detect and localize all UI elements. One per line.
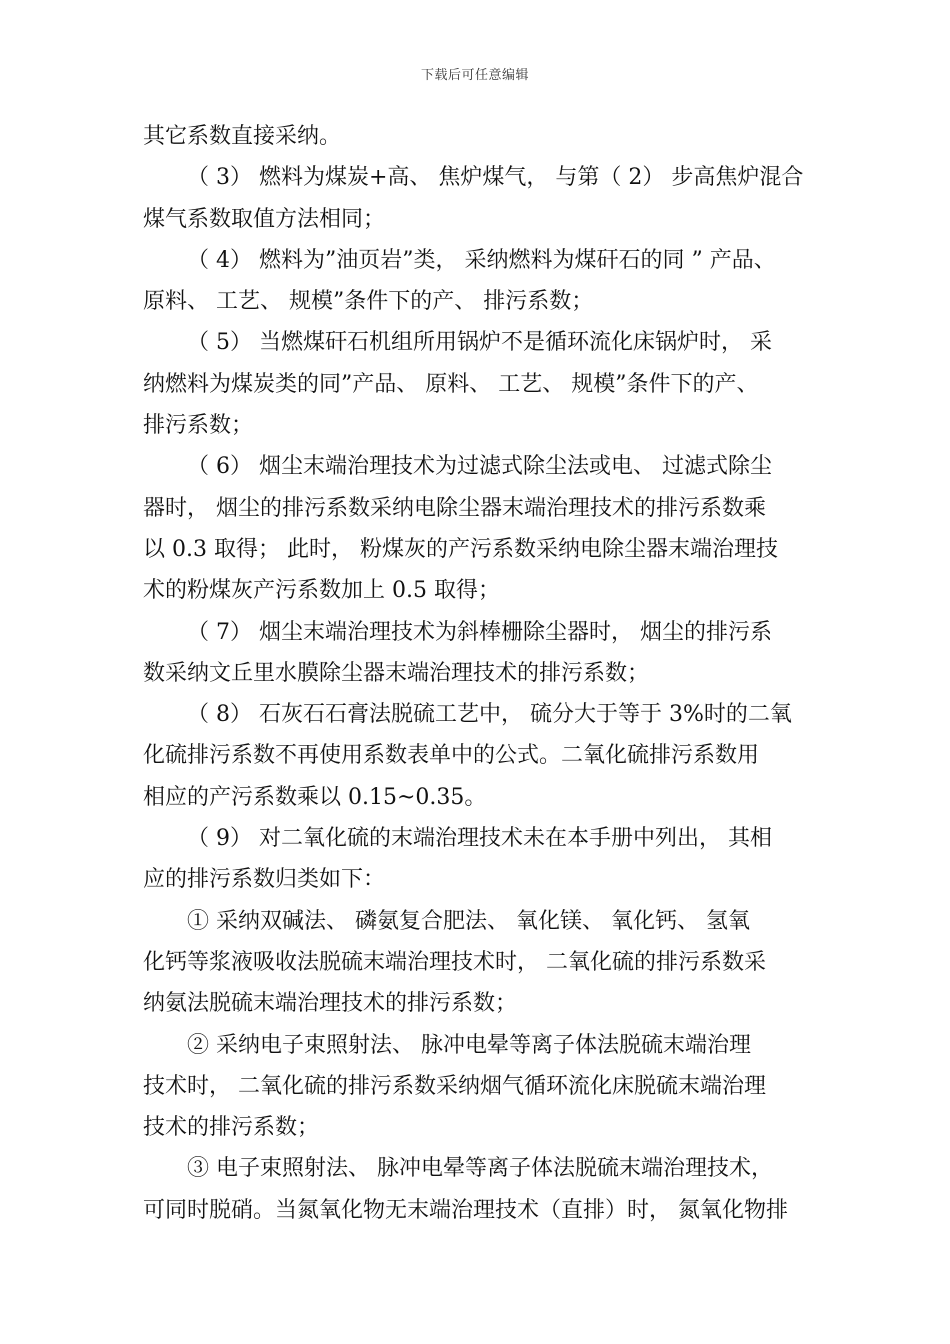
text-line: 纳氨法脱硫末端治理技术的排污系数；	[143, 991, 518, 1017]
text-line: 以 0.3 取得； 此时， 粉煤灰的产污系数采纳电除尘器末端治理技	[143, 536, 778, 562]
text-line: （ 3） 燃料为煤炭+高、 焦炉煤气， 与第（ 2） 步高焦炉混合	[187, 165, 804, 191]
text-line: 技术时， 二氧化硫的排污系数采纳烟气循环流化床脱硫末端治理	[143, 1073, 766, 1099]
text-line: ① 采纳双碱法、 磷氨复合肥法、 氧化镁、 氧化钙、 氢氧	[187, 908, 750, 934]
text-line: 器时， 烟尘的排污系数采纳电除尘器末端治理技术的排污系数乘	[143, 495, 766, 521]
page-header: 下载后可任意编辑	[420, 68, 529, 83]
text-line: ③ 电子束照射法、 脉冲电晕等离子体法脱硫末端治理技术，	[187, 1156, 773, 1182]
text-line: 煤气系数取值方法相同；	[143, 206, 386, 232]
text-line: 纳燃料为煤炭类的同”产品、 原料、 工艺、 规模”条件下的产、	[143, 371, 759, 397]
text-line: 原料、 工艺、 规模”条件下的产、 排污系数；	[143, 289, 594, 315]
text-line: 术的粉煤灰产污系数加上 0.5 取得；	[143, 578, 500, 604]
text-line: 相应的产污系数乘以 0.15~0.35。	[143, 784, 487, 810]
text-line: 数采纳文丘里水膜除尘器末端治理技术的排污系数；	[143, 660, 650, 686]
text-line: （ 9） 对二氧化硫的末端治理技术未在本手册中列出， 其相	[187, 826, 772, 852]
text-line: 排污系数；	[143, 413, 254, 439]
text-line: 技术的排污系数；	[143, 1115, 320, 1141]
document-body	[143, 116, 811, 1231]
text-line: （ 6） 烟尘末端治理技术为过滤式除尘法或电、 过滤式除尘	[187, 454, 772, 480]
text-line: 其它系数直接采纳。	[143, 124, 342, 149]
text-line: （ 8） 石灰石石膏法脱硫工艺中， 硫分大于等于 3%时的二氧	[187, 702, 792, 728]
text-line: 化钙等浆液吸收法脱硫末端治理技术时， 二氧化硫的排污系数采	[143, 949, 766, 975]
text-line: 应的排污系数归类如下：	[143, 867, 386, 893]
text-line: 可同时脱硝。当氮氧化物无末端治理技术（直排）时， 氮氧化物排	[143, 1197, 788, 1223]
text-line: （ 7） 烟尘末端治理技术为斜棒栅除尘器时， 烟尘的排污系	[187, 619, 772, 645]
text-line: （ 5） 当燃煤矸石机组所用锅炉不是循环流化床锅炉时， 采	[187, 330, 772, 356]
text-line: 化硫排污系数不再使用系数表单中的公式。二氧化硫排污系数用	[143, 743, 760, 769]
text-line: ② 采纳电子束照射法、 脉冲电晕等离子体法脱硫末端治理	[187, 1032, 751, 1058]
text-line: （ 4） 燃料为”油页岩”类， 采纳燃料为煤矸石的同 ” 产品、	[187, 247, 776, 273]
